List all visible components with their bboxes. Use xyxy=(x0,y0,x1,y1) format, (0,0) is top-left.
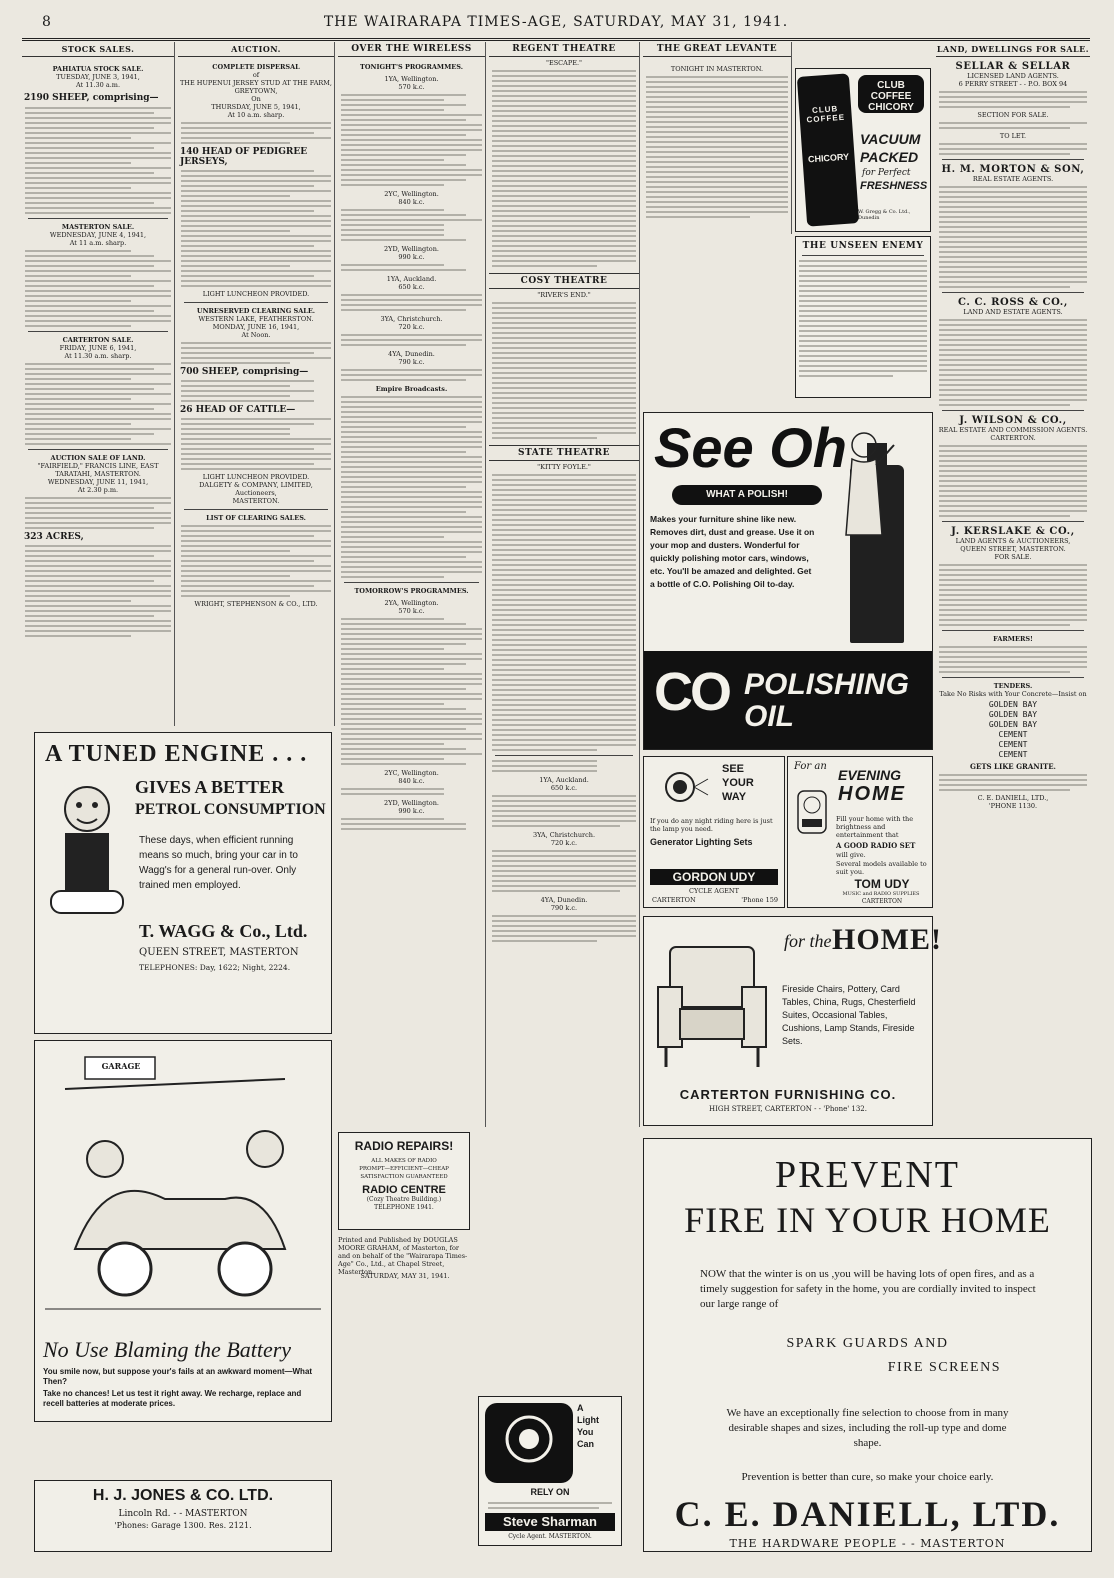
coffee-tin xyxy=(797,73,859,226)
sharman-name-band xyxy=(485,1513,615,1531)
sale-date: FRIDAY, JUNE 6, 1941, xyxy=(59,344,137,352)
fire-tagline: Prevention is better than cure, so make your choice early. xyxy=(741,1471,994,1483)
wilson-name: J. WILSON & CO., xyxy=(959,415,1067,426)
polish-brand-band xyxy=(644,651,932,749)
station-name: 1YA, Auckland. xyxy=(386,275,437,283)
empire-title: Empire Broadcasts. xyxy=(375,385,448,393)
battery-firm-box xyxy=(34,1480,332,1552)
station-freq: 990 k.c. xyxy=(398,807,425,815)
column-theatres xyxy=(489,42,640,1127)
polish-woman-figure xyxy=(824,425,904,545)
tomorrow-title: TOMORROW'S PROGRAMMES. xyxy=(354,587,469,595)
engine-phone: TELEPHONES: Day, 1622; Night, 2224. xyxy=(139,963,291,972)
unreserved-title: UNRESERVED CLEARING SALE. xyxy=(196,307,316,315)
enemy-title: THE UNSEEN ENEMY xyxy=(802,241,924,251)
home-home: HOME! xyxy=(832,923,942,956)
udy-role: CYCLE AGENT xyxy=(689,887,739,895)
repairs-building: (Cozy Theatre Building.) xyxy=(366,1196,442,1203)
engine-line3: PETROL CONSUMPTION xyxy=(135,801,326,818)
station-block xyxy=(338,245,485,271)
levante-sub: TONIGHT IN MASTERTON. xyxy=(670,65,764,73)
station-block xyxy=(338,315,485,346)
engine-firm: T. WAGG & Co., Ltd. xyxy=(139,921,308,941)
station-freq: 790 k.c. xyxy=(550,904,578,912)
garage-sign: GARAGE xyxy=(101,1061,141,1071)
sellar-sale: SECTION FOR SALE. xyxy=(977,111,1049,119)
coffee-banner xyxy=(858,75,924,113)
sale-heading: PAHIATUA STOCK SALE. xyxy=(52,65,144,73)
dispersal-lunch: LIGHT LUNCHEON PROVIDED. xyxy=(202,290,310,298)
golden-bay-line: GOLDEN BAY xyxy=(988,710,1038,719)
ross-role: LAND AND ESTATE AGENTS. xyxy=(963,308,1063,316)
sale-body xyxy=(22,497,174,529)
repairs-sub1: ALL MAKES OF RADIO xyxy=(371,1158,437,1164)
land-acres: 323 ACRES, xyxy=(24,532,84,542)
golden-bay-line: GOLDEN BAY xyxy=(988,700,1038,709)
clearing-list xyxy=(178,525,334,597)
unreserved-date: MONDAY, JUNE 16, 1941, xyxy=(212,323,300,331)
tomudy-radio: A GOOD RADIO SET xyxy=(836,841,916,850)
sharman-can: Can xyxy=(577,1439,595,1449)
udy-phone: 'Phone 159 xyxy=(741,896,778,904)
coffee-packed: PACKED xyxy=(860,149,919,165)
station-block xyxy=(338,275,485,311)
unreserved-cattle-list xyxy=(178,418,334,470)
sharman-a: A xyxy=(577,1403,584,1413)
station-freq: 840 k.c. xyxy=(398,198,425,206)
state-film: "KITTY FOYLE." xyxy=(537,463,591,471)
sale-date: WEDNESDAY, JUNE 4, 1941, xyxy=(49,231,147,239)
tom-udy-ad xyxy=(787,756,933,908)
station-name: 3YA, Christchurch. xyxy=(380,315,443,323)
battery-address: Lincoln Rd. - - MASTERTON xyxy=(118,1509,248,1519)
engine-address: QUEEN STREET, MASTERTON xyxy=(139,947,299,958)
regent-film: "ESCAPE." xyxy=(545,59,583,67)
polish-brand: CO xyxy=(654,662,729,722)
sellar-address: 6 PERRY STREET - - P.O. BOX 94 xyxy=(958,80,1068,88)
battery-title: No Use Blaming the Battery xyxy=(43,1337,292,1362)
cosy-title: COSY THEATRE xyxy=(489,273,639,289)
dispersal-of: of xyxy=(252,71,260,79)
state-title: STATE THEATRE xyxy=(489,445,639,461)
station-block xyxy=(338,75,485,186)
fire-body: NOW that the winter is on us ,you will be having lots of open fires, and as a timely suggestion for safety in the home, you are cordially invited to inspect our large range of xyxy=(700,1268,1036,1310)
udy-see: SEE xyxy=(722,763,745,775)
empire-body xyxy=(338,396,485,578)
fire-firm: C. E. DANIELL, LTD. xyxy=(674,1494,1061,1534)
unreserved-body xyxy=(178,342,334,364)
station-name: 3YA, Christchurch. xyxy=(532,831,596,839)
station-freq: 990 k.c. xyxy=(398,253,425,261)
sale-time: At 11.30 a.m. xyxy=(75,81,121,89)
station-name: 2YA, Wellington. xyxy=(384,599,439,607)
prevent-fire-ad xyxy=(643,1138,1092,1552)
lamp-icon xyxy=(650,763,710,813)
unreserved-place: WESTERN LAKE, FEATHERSTON. xyxy=(198,315,314,323)
station-freq: 840 k.c. xyxy=(398,777,425,785)
station-freq: 790 k.c. xyxy=(398,358,425,366)
sale-heading: MASTERTON SALE. xyxy=(61,223,135,231)
tomudy-models: Several models available to suit you. xyxy=(836,860,927,876)
sale-time: At 11 a.m. sharp. xyxy=(69,239,127,247)
station-name: 4YA, Dunedin. xyxy=(388,350,435,358)
sale-time: At 11.30 a.m. sharp. xyxy=(64,352,132,360)
page-number: 8 xyxy=(42,14,51,30)
fire-line2: FIRE IN YOUR HOME xyxy=(684,1200,1051,1240)
sharman-role: Cycle Agent. MASTERTON. xyxy=(508,1533,592,1540)
station-block xyxy=(338,769,485,795)
unreserved-firm: DALGETY & COMPANY, LIMITED, xyxy=(199,481,313,489)
coffee-maker: W. Gregg & Co. Ltd., Dunedin xyxy=(858,209,911,221)
engine-line1: A TUNED ENGINE . . . xyxy=(45,741,308,767)
home-items: Fireside Chairs, Pottery, Card Tables, China, Rugs, Chesterfield Suites, Occasional Tables, Cushions, Lamp Stands, Fireside Sets. xyxy=(782,984,916,1046)
sale-lots xyxy=(22,107,174,214)
levante-body xyxy=(643,76,791,218)
clearing-title: LIST OF CLEARING SALES. xyxy=(206,514,306,522)
clearing-sign: WRIGHT, STEPHENSON & CO., LTD. xyxy=(194,600,318,608)
tenders-title: TENDERS. xyxy=(993,682,1033,690)
sale-heading: AUCTION SALE OF LAND. xyxy=(50,454,146,462)
fire-line1: PREVENT xyxy=(775,1154,960,1196)
tenders-agent: C. E. DANIELL, LTD., xyxy=(977,794,1049,802)
dispersal-on: On xyxy=(251,95,261,103)
tomudy-body: Fill your home with the brightness and entertainment that xyxy=(836,815,914,839)
unreserved-lunch: LIGHT LUNCHEON PROVIDED. xyxy=(202,473,310,481)
imprint-date: SATURDAY, MAY 31, 1941. xyxy=(360,1272,450,1280)
cycle-lamp-icon xyxy=(485,1403,573,1483)
masthead-title: THE WAIRARAPA TIMES-AGE, SATURDAY, MAY 31, 1941. xyxy=(323,14,789,30)
morton-role: REAL ESTATE AGENTS. xyxy=(972,175,1054,183)
farmers-title: FARMERS! xyxy=(993,635,1033,643)
battery-body1: You smile now, but suppose your's fails at an awkward moment—What Then? xyxy=(43,1367,313,1386)
home-furnishing-ad xyxy=(643,916,942,1126)
tomudy-role: MUSIC and RADIO SUPPLIES xyxy=(842,891,920,897)
station-name: 1YA, Wellington. xyxy=(384,75,439,83)
column-title: OVER THE WIRELESS xyxy=(338,42,485,57)
sharman-ad xyxy=(478,1396,622,1546)
sale-lots xyxy=(22,250,174,327)
levante-article xyxy=(643,42,792,234)
dispersal-body xyxy=(178,122,334,144)
coffee-banner-bottom: CHICORY xyxy=(868,102,914,113)
repairs-centre: RADIO CENTRE xyxy=(362,1184,446,1196)
column-title: STOCK SALES. xyxy=(22,42,174,57)
sellar-name: SELLAR & SELLAR xyxy=(955,61,1071,72)
unreserved-role: Auctioneers, xyxy=(235,489,277,497)
station-freq: 570 k.c. xyxy=(398,83,425,91)
tomudy-for-an: For an xyxy=(794,761,827,772)
station-block xyxy=(338,799,485,830)
udy-your: YOUR xyxy=(722,777,754,789)
kerslake-address: QUEEN STREET, MASTERTON. xyxy=(960,545,1066,553)
polish-product: POLISHING OIL xyxy=(744,668,910,733)
sharman-name: Steve Sharman xyxy=(503,1514,597,1529)
cement-line: CEMENT xyxy=(998,750,1028,759)
coffee-for-perfect: for Perfect xyxy=(862,168,911,178)
home-address: HIGH STREET, CARTERTON - - 'Phone' 132. xyxy=(708,1105,867,1113)
udy-way: WAY xyxy=(722,791,747,803)
sellar-let: TO LET. xyxy=(999,132,1027,140)
udy-product: Generator Lighting Sets xyxy=(650,837,753,847)
udy-name: GORDON UDY xyxy=(672,870,756,884)
radio-repairs-ad xyxy=(338,1132,470,1230)
sharman-light: Light xyxy=(577,1415,599,1425)
sale-lots xyxy=(22,363,174,445)
levante-title: THE GREAT LEVANTE xyxy=(643,42,791,57)
dispersal-title: COMPLETE DISPERSAL xyxy=(212,63,300,71)
station-freq: 650 k.c. xyxy=(550,784,578,792)
mechanic-illustration xyxy=(43,773,131,923)
battery-phone: 'Phones: Garage 1300. Res. 2121. xyxy=(114,1521,252,1530)
coffee-banner-top: CLUB COFFEE xyxy=(870,80,912,102)
tomudy-home: HOME xyxy=(838,783,906,805)
fire-product2: FIRE SCREENS xyxy=(887,1360,1001,1375)
sale-place: "FAIRFIELD," FRANCIS LINE, EAST TARATAHI, MASTERTON. xyxy=(37,462,159,478)
tomudy-town: CARTERTON xyxy=(861,898,903,905)
column-title: LAND, DWELLINGS FOR SALE. xyxy=(936,42,1090,57)
polish-sub-band xyxy=(672,485,822,505)
tomudy-evening: EVENING xyxy=(838,767,902,783)
cement-line: CEMENT xyxy=(998,730,1028,739)
kerslake-sale: FOR SALE. xyxy=(994,553,1032,561)
dispersal-lead: 140 HEAD OF PEDIGREE JERSEYS, xyxy=(180,147,308,167)
sharman-you: You xyxy=(577,1427,594,1437)
tomudy-will: will give. xyxy=(836,851,866,859)
cement-line: CEMENT xyxy=(998,740,1028,749)
dispersal-date: THURSDAY, JUNE 5, 1941, xyxy=(211,103,301,111)
enemy-body xyxy=(796,260,930,377)
station-block xyxy=(338,190,485,241)
station-name: 2YC, Wellington. xyxy=(384,769,439,777)
polishing-oil-ad xyxy=(643,412,933,750)
masthead-bar xyxy=(22,10,1090,41)
tuned-engine-ad xyxy=(34,732,332,1034)
golden-bay-line: GOLDEN BAY xyxy=(988,720,1038,729)
coffee-brand-top: CLUB COFFEE xyxy=(806,104,846,125)
station-name: 2YD, Wellington. xyxy=(384,245,439,253)
home-for-the: for the xyxy=(784,931,832,951)
sharman-body xyxy=(485,1499,615,1512)
sale-date: TUESDAY, JUNE 3, 1941, xyxy=(56,73,140,81)
repairs-phone: TELEPHONE 1941. xyxy=(374,1204,434,1211)
unreserved-town: MASTERTON. xyxy=(232,497,280,505)
cosy-review xyxy=(489,302,639,439)
dispersal-items xyxy=(178,170,334,287)
polish-headline: See Oh xyxy=(654,416,847,479)
coffee-ad xyxy=(795,68,931,232)
udy-town: CARTERTON xyxy=(652,896,696,904)
wilson-town: CARTERTON. xyxy=(990,434,1036,442)
unreserved-cattle: 26 HEAD OF CATTLE— xyxy=(180,405,296,415)
station-block xyxy=(338,599,485,765)
sale-date: WEDNESDAY, JUNE 11, 1941, xyxy=(47,478,149,486)
kerslake-name: J. KERSLAKE & CO., xyxy=(951,526,1075,537)
cosy-film: "RIVER'S END." xyxy=(537,291,591,299)
engine-body: These days, when efficient running means so much, bring your car in to Wagg's for a general run-over. Only trained men employed. xyxy=(139,835,298,891)
battery-ad xyxy=(34,1040,332,1422)
battery-body2: Take no chances! Let us test it right away. We recharge, replace and recell batteries at moderate prices. xyxy=(43,1389,302,1408)
column-title: AUCTION. xyxy=(178,42,334,57)
tenders-body: Take No Risks with Your Concrete—Insist on xyxy=(939,690,1087,698)
state-review xyxy=(489,474,639,751)
sale-lead: 2190 SHEEP, comprising— xyxy=(24,93,159,103)
gordon-udy-ad xyxy=(643,756,785,908)
engine-line2: GIVES A BETTER xyxy=(135,777,285,797)
station-block xyxy=(338,350,485,381)
coffee-brand-bottom: CHICORY xyxy=(807,151,850,165)
fire-firm-sub: THE HARDWARE PEOPLE - - MASTERTON xyxy=(729,1537,1006,1550)
station-freq: 570 k.c. xyxy=(398,607,425,615)
fire-product1: SPARK GUARDS AND xyxy=(786,1336,949,1351)
column-land xyxy=(936,42,1090,1132)
publication-imprint: Printed and Published by DOUGLAS MOORE GRAHAM, of Masterton, for and on behalf of the "Wairarapa Times-Age" Co., Ltd., at Chapel Street, Masterton. xyxy=(338,1236,468,1276)
polish-body: Makes your furniture shine like new. Removes dirt, dust and grease. Use it on your mop and dusters. Wonderful for quickly polishing motor cars, windows, etc. You'll be amazed and delighted. Get a bottle of C.O. Polishing Oil to-day. xyxy=(650,514,815,589)
station-freq: 650 k.c. xyxy=(398,283,425,291)
column-levante-ads xyxy=(643,42,942,1127)
morton-name: H. M. MORTON & SON, xyxy=(941,164,1085,175)
sale-heading: CARTERTON SALE. xyxy=(62,336,134,344)
sale-time: At 2.30 p.m. xyxy=(77,486,119,494)
tomudy-name: TOM UDY xyxy=(854,877,910,891)
fire-selection: We have an exceptionally fine selection to choose from in many desirable shapes and sizes, including the roll-up type and dome shape. xyxy=(726,1407,1009,1449)
repairs-title: RADIO REPAIRS! xyxy=(354,1139,454,1153)
battery-firm: H. J. JONES & CO. LTD. xyxy=(92,1487,274,1504)
udy-name-band xyxy=(650,869,778,885)
wilson-role: REAL ESTATE AND COMMISSION AGENTS. xyxy=(938,426,1088,434)
udy-body: If you do any night riding here is just the lamp you need. xyxy=(650,817,773,833)
polish-sub: WHAT A POLISH! xyxy=(706,489,788,500)
repairs-sub2: PROMPT—EFFICIENT—CHEAP xyxy=(359,1166,449,1172)
armchair-icon xyxy=(652,937,772,1077)
repairs-sub3: SATISFACTION GUARANTEED xyxy=(360,1174,448,1180)
station-name: 2YC, Wellington. xyxy=(384,190,439,198)
kerslake-role: LAND AGENTS & AUCTIONEERS, xyxy=(955,537,1071,545)
column-wireless xyxy=(338,42,486,1127)
station-freq: 720 k.c. xyxy=(398,323,425,331)
granite-line: GETS LIKE GRANITE. xyxy=(970,762,1056,771)
sharman-rely: RELY ON xyxy=(530,1487,570,1497)
dispersal-time: At 10 a.m. sharp. xyxy=(227,111,285,119)
unreserved-sheep: 700 SHEEP, comprising— xyxy=(180,367,309,377)
column-stock-sales xyxy=(22,42,175,726)
garage-cartoon xyxy=(45,1049,321,1339)
station-name: 1YA, Auckland. xyxy=(539,776,589,784)
regent-title: REGENT THEATRE xyxy=(489,42,639,57)
regent-review xyxy=(489,70,639,267)
station-name: 4YA, Dunedin. xyxy=(540,896,588,904)
golden-bay-list xyxy=(936,700,1090,760)
programmes-title: TONIGHT'S PROGRAMMES. xyxy=(360,63,463,71)
lamp-badge xyxy=(485,1403,573,1483)
unreserved-time: At Noon. xyxy=(241,331,271,339)
station-freq: 720 k.c. xyxy=(550,839,578,847)
dispersal-stud: THE HUPENUI JERSEY STUD AT THE FARM, GREYTOWN, xyxy=(179,79,333,95)
sellar-role: LICENSED LAND AGENTS. xyxy=(967,72,1059,80)
wireless-continued xyxy=(489,760,639,772)
station-name: 2YD, Wellington. xyxy=(384,799,439,807)
column-auction xyxy=(178,42,335,726)
unseen-enemy-ad xyxy=(795,236,931,398)
home-firm: CARTERTON FURNISHING CO. xyxy=(679,1087,897,1102)
tenders-phone: 'PHONE 1130. xyxy=(988,802,1038,810)
sale-body xyxy=(22,545,174,637)
unreserved-sheep-list xyxy=(178,380,334,402)
coffee-freshness: FRESHNESS xyxy=(860,180,928,192)
radio-cabinet-icon xyxy=(794,787,830,837)
ross-name: C. C. ROSS & CO., xyxy=(958,297,1068,308)
coffee-vacuum: VACUUM xyxy=(860,131,921,147)
